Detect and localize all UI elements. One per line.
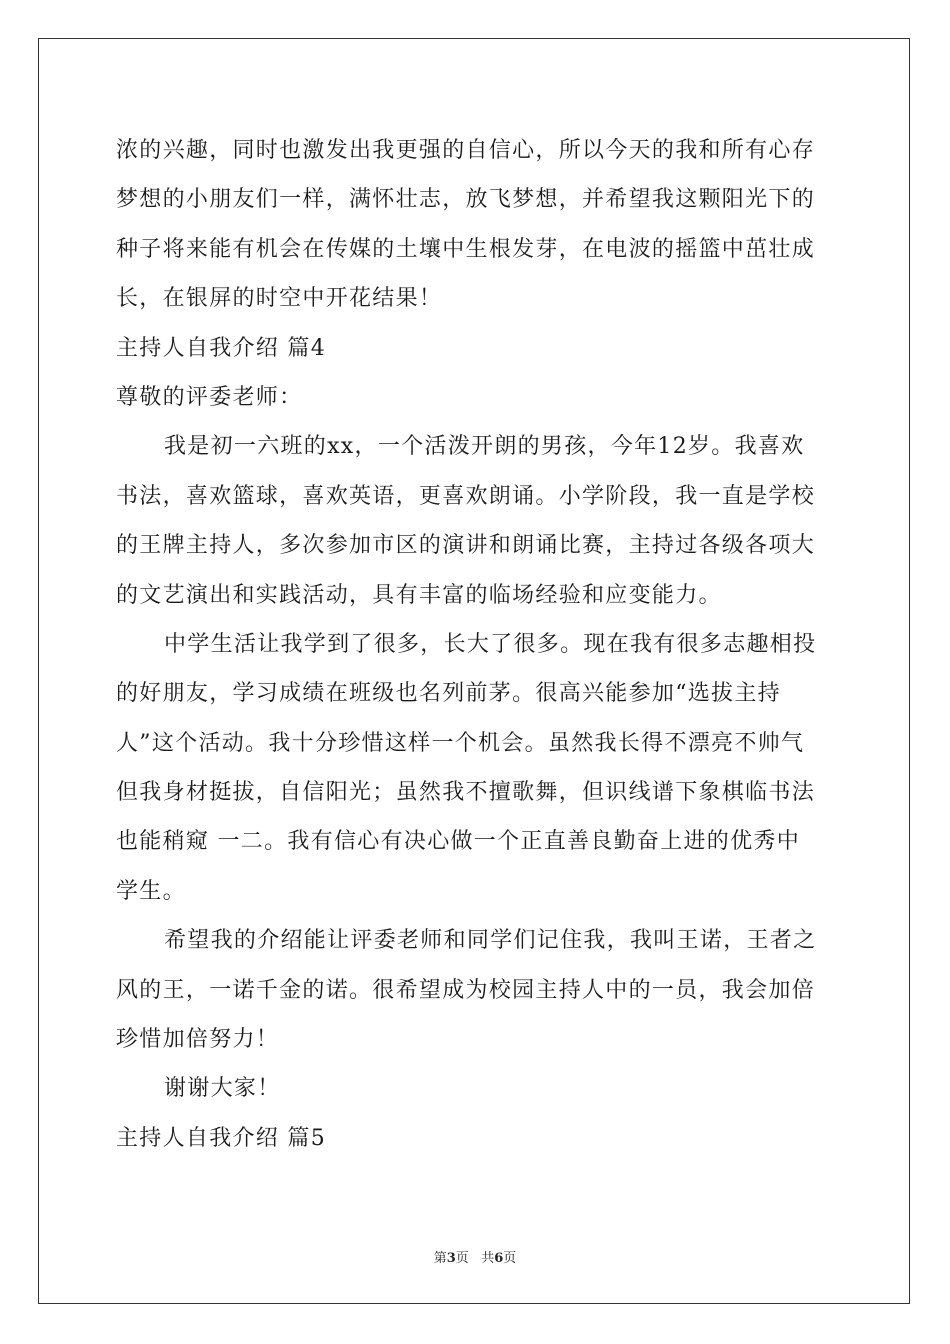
text-line: 希望我的介绍能让评委老师和同学们记住我，我叫王诺，王者之 <box>164 928 817 954</box>
total-suffix: 页 <box>503 1251 517 1266</box>
text-line: 梦想的小朋友们一样，满怀壮志，放飞梦想，并希望我这颗阳光下的 <box>116 187 816 213</box>
text-line: 我是初一六班的xx，一个活泼开朗的男孩，今年12岁。我喜欢 <box>164 434 805 460</box>
text-line: 人”这个活动。我十分珍惜这样一个机会。虽然我长得不漂亮不帅气 <box>116 730 805 756</box>
text-line: 的文艺演出和实践活动，具有丰富的临场经验和应变能力。 <box>116 582 722 608</box>
page-suffix: 页 <box>455 1251 469 1266</box>
document-body <box>116 126 836 1163</box>
text-line: 风的王，一诺千金的诺。很希望成为校园主持人中的一员，我会加倍 <box>116 977 816 1003</box>
text-line: 浓的兴趣，同时也激发出我更强的自信心，所以今天的我和所有心存 <box>116 138 816 163</box>
text-line: 学生。 <box>116 878 186 904</box>
text-line: 的好朋友，学习成绩在班级也名列前茅。很高兴能参加“选拔主持 <box>116 681 781 707</box>
page-footer <box>0 1247 950 1266</box>
section-heading: 主持人自我介绍 篇4 <box>116 335 326 361</box>
text-line: 书法，喜欢篮球，喜欢英语，更喜欢朗诵。小学阶段，我一直是学校 <box>116 483 816 509</box>
closing-line: 谢谢大家！ <box>164 1076 281 1102</box>
text-line: 但我身材挺拔，自信阳光；虽然我不擅歌舞，但识线谱下象棋临书法 <box>116 780 816 806</box>
page-prefix: 第 <box>433 1251 447 1266</box>
section-heading: 主持人自我介绍 篇5 <box>116 1125 326 1151</box>
total-prefix: 共 <box>481 1251 495 1266</box>
salutation: 尊敬的评委老师： <box>116 384 303 410</box>
page-number: 3 <box>446 1251 456 1266</box>
text-line: 种子将来能有机会在传媒的土壤中生根发芽，在电波的摇篮中茁壮成 <box>116 236 816 262</box>
text-line: 珍惜加倍努力！ <box>116 1027 280 1053</box>
text-line: 也能稍窥 一二。我有信心有决心做一个正直善良勤奋上进的优秀中 <box>116 829 800 855</box>
text-line: 长，在银屏的时空中开花结果！ <box>116 286 443 312</box>
total-pages: 6 <box>494 1251 504 1266</box>
text-line: 中学生活让我学到了很多，长大了很多。现在我有很多志趣相投 <box>164 631 817 657</box>
text-line: 的王牌主持人，多次参加市区的演讲和朗诵比赛，主持过各级各项大 <box>116 533 816 559</box>
